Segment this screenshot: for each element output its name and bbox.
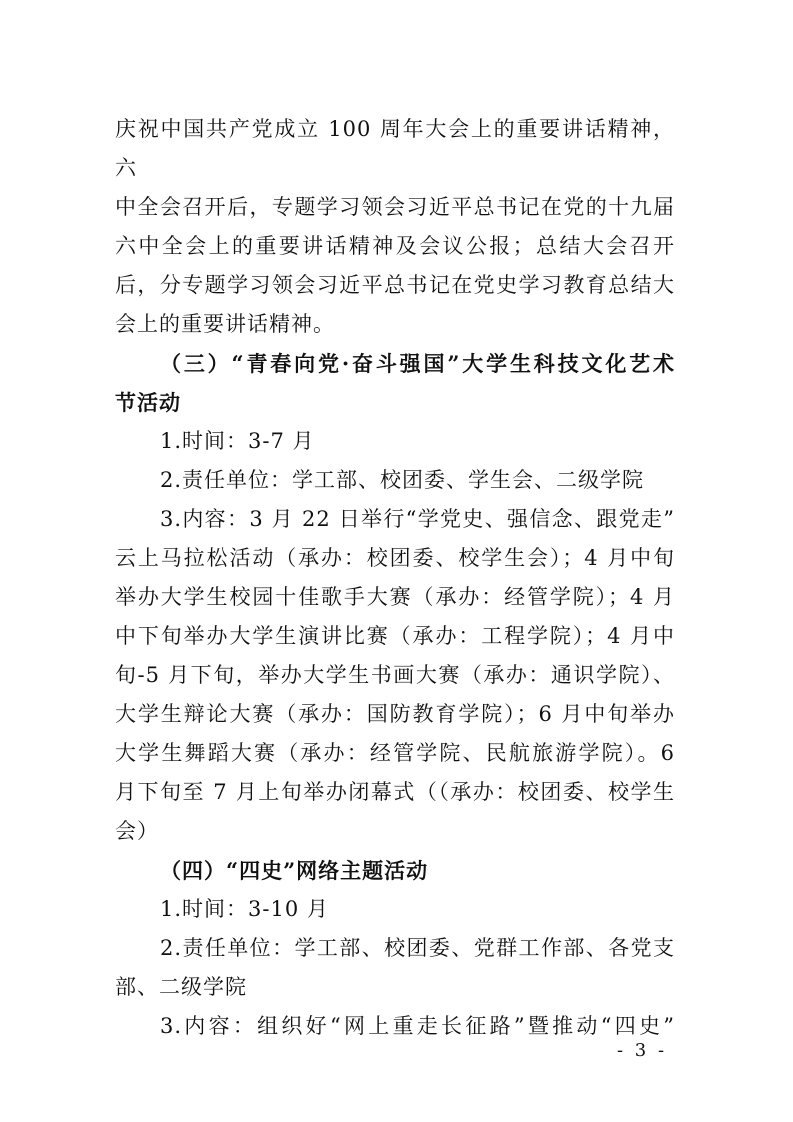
section-heading-line: （四）“四史”网络主题活动 bbox=[160, 858, 429, 883]
paragraph-line: 举办大学生校园十佳歌手大赛（承办：经管学院）；4 月 bbox=[115, 585, 675, 609]
paragraph-line: 中下旬举办大学生演讲比赛（承办：工程学院）；4 月中 bbox=[115, 624, 675, 648]
paragraph-line: 2.责任单位：学工部、校团委、党群工作部、各党支 bbox=[160, 936, 675, 960]
section-heading-line: （三）“青春向党·奋斗强国”大学生科技文化艺术 bbox=[160, 351, 675, 376]
section-heading-line: 节活动 bbox=[115, 390, 181, 415]
paragraph-line: 1.时间：3-7 月 bbox=[160, 429, 315, 453]
paragraph-line: 六中全会上的重要讲话精神及会议公报；总结大会召开 bbox=[115, 234, 675, 258]
paragraph-line: 会） bbox=[115, 819, 159, 843]
paragraph-line: 中全会召开后，专题学习领会习近平总书记在党的十九届 bbox=[115, 195, 675, 219]
paragraph-line: 3.内容：3 月 22 日举行“学党史、强信念、跟党走” bbox=[160, 507, 675, 531]
paragraph-line: 庆祝中国共产党成立 100 周年大会上的重要讲话精神，六 bbox=[115, 117, 675, 180]
paragraph-line: 1.时间：3-10 月 bbox=[160, 897, 329, 921]
paragraph-line: 旬-5 月下旬，举办大学生书画大赛（承办：通识学院）、 bbox=[115, 663, 675, 687]
paragraph-line: 云上马拉松活动（承办：校团委、校学生会）；4 月中旬 bbox=[115, 546, 675, 570]
paragraph-line: 后，分专题学习领会习近平总书记在党史学习教育总结大 bbox=[115, 273, 675, 297]
paragraph-line: 大学生舞蹈大赛（承办：经管学院、民航旅游学院）。6 bbox=[115, 741, 675, 765]
paragraph-line: 月下旬至 7 月上旬举办闭幕式（（承办：校团委、校学生 bbox=[115, 780, 675, 804]
page-number: - 3 - bbox=[617, 1040, 668, 1061]
paragraph-line: 3.内容：组织好“网上重走长征路”暨推动“四史” bbox=[160, 1014, 675, 1038]
paragraph-line: 大学生辩论大赛（承办：国防教育学院）；6 月中旬举办 bbox=[115, 702, 675, 726]
document-body bbox=[115, 110, 675, 1046]
paragraph-line: 部、二级学院 bbox=[115, 975, 247, 999]
paragraph-line: 会上的重要讲话精神。 bbox=[115, 312, 335, 336]
paragraph-line: 2.责任单位：学工部、校团委、学生会、二级学院 bbox=[160, 468, 645, 492]
